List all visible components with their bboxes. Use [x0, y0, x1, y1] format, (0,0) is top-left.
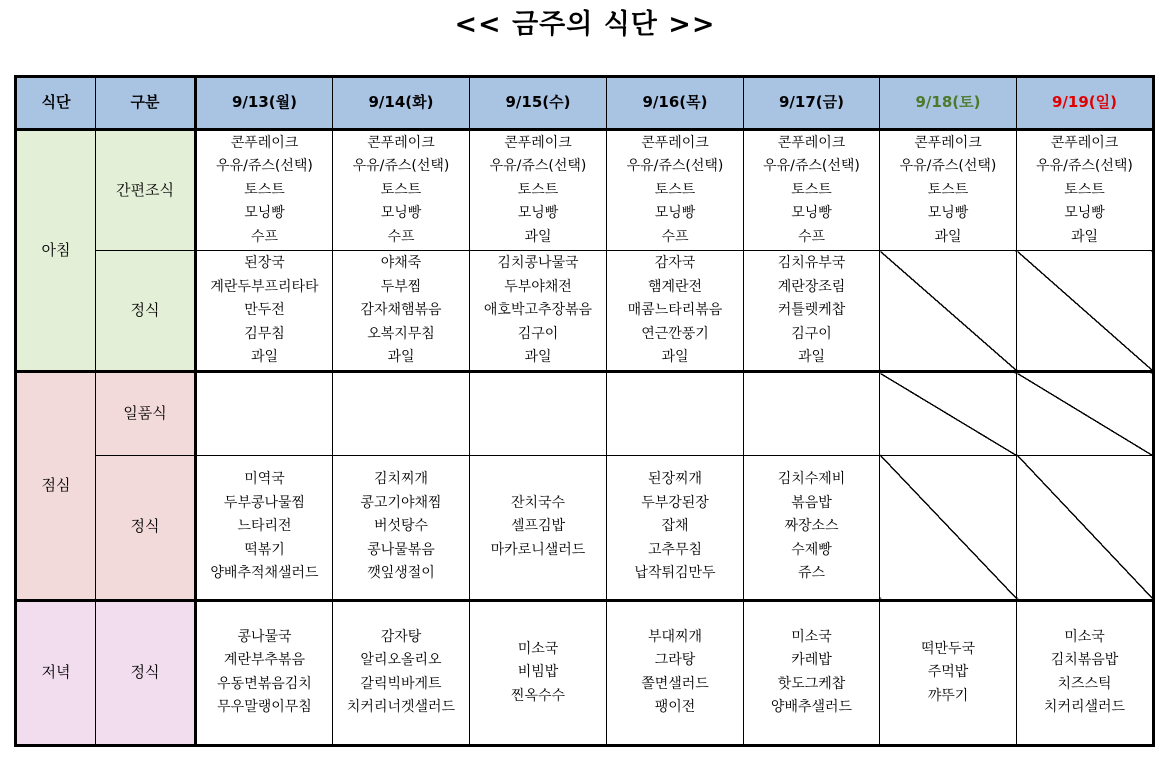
lunch-single-row: [16, 372, 1154, 455]
menu-item: 고추무침: [647, 541, 703, 558]
menu-item: 볶음밥: [791, 494, 832, 511]
menu-item: 오복지무침: [367, 325, 435, 342]
menu-item: 찐옥수수: [510, 687, 566, 704]
empty-slash-cell: [880, 455, 1017, 600]
menu-item: 토스트: [791, 181, 832, 198]
menu-item: 양배추샐러드: [770, 699, 853, 716]
header-day-sat: 9/18(토): [880, 77, 1017, 130]
menu-item: 두부콩나물찜: [223, 494, 306, 511]
header-day-mon: 9/13(월): [196, 77, 333, 130]
menu-item: 우유/쥬스(선택): [1036, 158, 1133, 175]
menu-item: 미소국: [517, 640, 559, 657]
menu-cell: [470, 251, 607, 372]
menu-cell: [333, 372, 470, 455]
breakfast-set-row: [16, 251, 1154, 372]
meal-label-lunch: 점심: [16, 372, 96, 600]
type-label-breakfast-simple: 간편조식: [96, 130, 196, 251]
menu-item: 콩나물볶음: [367, 541, 435, 558]
type-label-breakfast-set: 정식: [96, 251, 196, 372]
empty-slash-cell: [1017, 251, 1154, 372]
header-day-thu: 9/16(목): [607, 77, 744, 130]
menu-item: 우유/쥬스(선택): [216, 158, 313, 175]
menu-item: 쥬스: [797, 565, 826, 582]
menu-item: 느타리전: [237, 518, 292, 535]
menu-item: 미역국: [244, 471, 285, 488]
empty-slash-cell: [880, 372, 1017, 455]
menu-item: 된장국: [244, 255, 285, 272]
menu-item: 감자채햄볶음: [360, 302, 442, 319]
header-day-fri: 9/17(금): [744, 77, 880, 130]
menu-cell: [880, 600, 1017, 745]
menu-item: 토스트: [517, 181, 559, 198]
menu-item: 치커리샐러드: [1043, 699, 1126, 716]
header-day-wed: 9/15(수): [470, 77, 607, 130]
menu-item: 우유/쥬스(선택): [489, 158, 587, 175]
menu-item: 버섯탕수: [373, 518, 429, 535]
menu-item: 우유/쥬스(선택): [352, 158, 450, 175]
breakfast-simple-row: [16, 130, 1154, 251]
type-label-dinner-set: 정식: [96, 600, 196, 745]
menu-item: 수프: [661, 228, 689, 245]
menu-item: 팽이전: [654, 699, 696, 716]
menu-cell: [470, 372, 607, 455]
menu-item: 애호박고추장볶음: [483, 302, 593, 319]
menu-item: 마카로니샐러드: [490, 541, 586, 558]
menu-item: 과일: [797, 349, 826, 366]
menu-item: 과일: [934, 228, 962, 245]
menu-item: 콩나물국: [237, 628, 292, 645]
menu-item: 모닝빵: [1064, 205, 1105, 222]
menu-item: 카레밥: [791, 652, 832, 669]
menu-item: 커틀렛케찹: [777, 302, 846, 319]
menu-item: 납작튀김만두: [634, 565, 716, 582]
menu-item: 우동면볶음김치: [217, 675, 312, 692]
menu-item: 김무침: [244, 325, 285, 342]
menu-item: 콘푸레이크: [504, 134, 572, 151]
menu-item: 무우말랭이무침: [217, 699, 312, 716]
menu-cell: [607, 372, 744, 455]
menu-item: 햄계란전: [647, 278, 703, 295]
menu-cell: [1017, 600, 1154, 745]
header-type: 구분: [96, 77, 196, 130]
menu-cell: [744, 455, 880, 600]
menu-item: 쫄면샐러드: [641, 675, 709, 692]
menu-item: 수제빵: [791, 541, 832, 558]
menu-item: 모닝빵: [927, 205, 969, 222]
menu-cell: [744, 130, 880, 251]
menu-item: 김치찌개: [373, 471, 429, 488]
menu-item: 모닝빵: [380, 205, 422, 222]
menu-item: 토스트: [244, 181, 285, 198]
menu-cell: [607, 130, 744, 251]
menu-item: 우유/쥬스(선택): [626, 158, 724, 175]
menu-item: 감자국: [654, 255, 696, 272]
menu-item: 콘푸레이크: [1050, 134, 1119, 151]
menu-cell: [744, 251, 880, 372]
menu-cell: [333, 130, 470, 251]
empty-slash-cell: [1017, 455, 1154, 600]
menu-item: 두부찜: [380, 278, 422, 295]
menu-item: 두부강된장: [641, 494, 709, 511]
menu-cell: [333, 600, 470, 745]
menu-item: 잡채: [661, 518, 689, 535]
menu-item: 셀프김밥: [510, 518, 566, 535]
empty-slash-cell: [1017, 372, 1154, 455]
menu-item: 야채죽: [380, 255, 422, 272]
menu-cell: [744, 372, 880, 455]
menu-item: 치커리너겟샐러드: [346, 699, 456, 716]
menu-item: 그라탕: [654, 652, 696, 669]
menu-cell: [470, 130, 607, 251]
menu-item: 감자탕: [380, 628, 422, 645]
menu-item: 과일: [524, 349, 552, 366]
menu-item: 갈릭빅바게트: [360, 675, 442, 692]
menu-item: 김구이: [791, 325, 832, 342]
menu-item: 부대찌개: [647, 628, 703, 645]
menu-cell: [1017, 130, 1154, 251]
menu-item: 모닝빵: [654, 205, 696, 222]
menu-item: 과일: [1070, 228, 1099, 245]
menu-item: 김치볶음밥: [1050, 652, 1119, 669]
empty-slash-cell: [880, 251, 1017, 372]
menu-item: 모닝빵: [244, 205, 285, 222]
page-title: << 금주의 식단 >>: [454, 9, 716, 40]
menu-item: 토스트: [654, 181, 696, 198]
header-meal: 식단: [16, 77, 96, 130]
header-day-sun: 9/19(일): [1017, 77, 1154, 130]
menu-item: 우유/쥬스(선택): [763, 158, 860, 175]
menu-item: 콩고기야채찜: [360, 494, 442, 511]
lunch-set-row: [16, 455, 1154, 600]
menu-item: 모닝빵: [517, 205, 559, 222]
menu-item: 두부야채전: [504, 278, 572, 295]
menu-item: 된장찌개: [647, 471, 703, 488]
menu-cell: [196, 600, 333, 745]
menu-item: 떡볶기: [244, 541, 285, 558]
menu-item: 콘푸레이크: [641, 134, 709, 151]
menu-item: 콘푸레이크: [367, 134, 435, 151]
menu-item: 미소국: [791, 628, 832, 645]
menu-item: 과일: [387, 349, 415, 366]
menu-cell: [607, 251, 744, 372]
menu-item: 김구이: [517, 325, 559, 342]
menu-item: 콘푸레이크: [230, 134, 299, 151]
menu-cell: [744, 600, 880, 745]
menu-cell: [333, 455, 470, 600]
menu-item: 매콤느타리볶음: [627, 302, 723, 319]
menu-cell: [333, 251, 470, 372]
type-label-lunch-set: 정식: [96, 455, 196, 600]
menu-cell: [880, 130, 1017, 251]
menu-cell: [607, 455, 744, 600]
menu-item: 꺄뚜기: [927, 687, 969, 704]
dinner-set-row: [16, 600, 1154, 745]
menu-cell: [196, 251, 333, 372]
menu-item: 토스트: [927, 181, 969, 198]
menu-item: 양배추적채샐러드: [210, 565, 319, 582]
menu-item: 수프: [250, 228, 279, 245]
menu-item: 만두전: [244, 302, 285, 319]
menu-item: 잔치국수: [510, 494, 566, 511]
menu-item: 토스트: [380, 181, 422, 198]
menu-cell: [196, 130, 333, 251]
menu-item: 과일: [661, 349, 689, 366]
menu-item: 미소국: [1064, 628, 1105, 645]
menu-item: 짜장소스: [784, 518, 839, 535]
menu-item: 모닝빵: [791, 205, 832, 222]
meal-label-breakfast: 아침: [16, 130, 96, 372]
header-row: [16, 77, 1154, 130]
menu-item: 주먹밥: [927, 664, 969, 681]
menu-item: 치즈스틱: [1057, 675, 1112, 692]
menu-item: 토스트: [1064, 181, 1105, 198]
menu-item: 계란부추볶음: [223, 652, 306, 669]
menu-item: 계란장조림: [777, 278, 846, 295]
menu-item: 수프: [797, 228, 826, 245]
menu-item: 핫도그케찹: [777, 675, 846, 692]
menu-cell: [607, 600, 744, 745]
menu-item: 수프: [387, 228, 415, 245]
menu-item: 비빔밥: [517, 664, 559, 681]
menu-item: 떡만두국: [920, 640, 976, 657]
menu-item: 과일: [524, 228, 552, 245]
weekly-menu-table: [14, 75, 1155, 747]
type-label-lunch-single: 일품식: [96, 372, 196, 455]
menu-item: 우유/쥬스(선택): [899, 158, 997, 175]
menu-item: 계란두부프리타타: [210, 278, 319, 295]
menu-item: 김치수제비: [777, 471, 846, 488]
menu-item: 과일: [250, 349, 279, 366]
menu-cell: [196, 372, 333, 455]
meal-label-dinner: 저녁: [16, 600, 96, 745]
menu-item: 콘푸레이크: [777, 134, 846, 151]
menu-item: 콘푸레이크: [914, 134, 982, 151]
header-day-tue: 9/14(화): [333, 77, 470, 130]
menu-item: 알리오올리오: [360, 652, 442, 669]
menu-item: 김치콩나물국: [497, 255, 579, 272]
menu-cell: [196, 455, 333, 600]
menu-item: 깻잎생절이: [367, 565, 435, 582]
menu-cell: [470, 600, 607, 745]
menu-item: 김치유부국: [777, 255, 846, 272]
menu-cell: [470, 455, 607, 600]
menu-item: 연근깐풍기: [641, 325, 709, 342]
